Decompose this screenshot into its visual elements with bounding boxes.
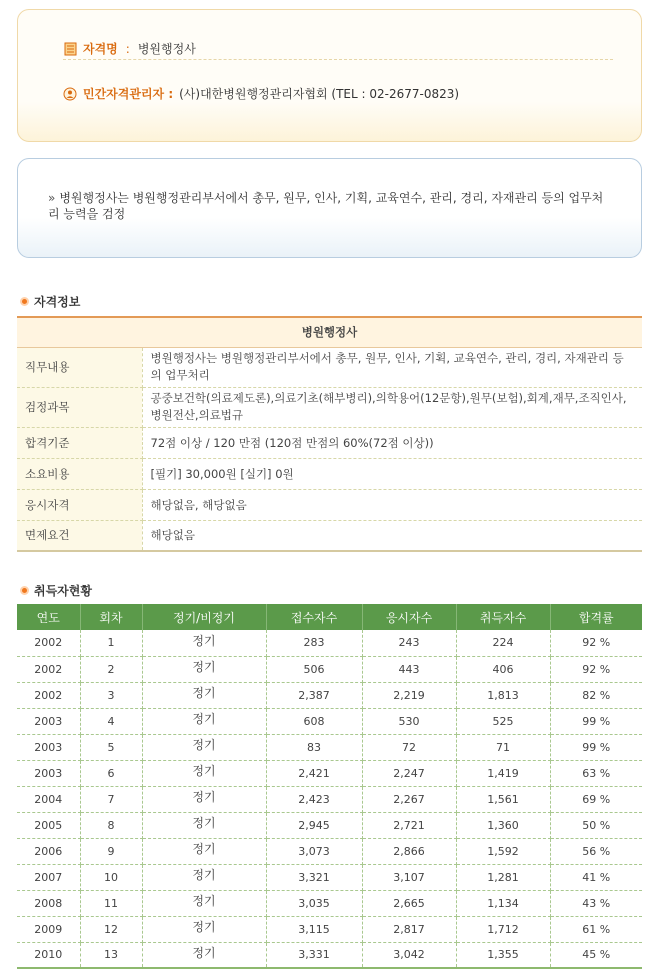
stats-cell: 2003 [17,760,80,786]
acquisition-stats-heading [20,582,92,599]
stats-cell: 443 [362,656,456,682]
column-header: 합격률 [550,604,642,630]
bullet-dot-icon [20,586,29,595]
description-text-block [48,190,613,222]
row-value: [필기] 30,000원 [실기] 0원 [142,458,642,489]
stats-cell: 2006 [17,838,80,864]
stats-cell: 3,331 [266,942,362,968]
table-row [17,682,642,708]
stats-cell: 56 % [550,838,642,864]
stats-cell: 525 [456,708,550,734]
administrator-value: (사)대한병원행정관리자협회 (TEL : 02-2677-0823) [179,87,460,101]
row-key: 합격기준 [17,427,142,458]
qualification-name-value: 병원행정사 [137,42,196,56]
administrator-row [63,85,459,102]
stats-cell: 7 [80,786,142,812]
colon-separator: : [125,41,130,56]
stats-cell: 3,115 [266,916,362,942]
row-value: 해당없음, 해당없음 [142,489,642,520]
stats-cell: 69 % [550,786,642,812]
stats-cell: 224 [456,630,550,656]
stats-cell: 2,866 [362,838,456,864]
row-value: 72점 이상 / 120 만점 (120점 만점의 60%(72점 이상)) [142,427,642,458]
column-header: 정기/비정기 [142,604,266,630]
stats-cell: 99 % [550,708,642,734]
table-row [17,812,642,838]
qualification-info-table [17,316,642,552]
stats-cell: 1,712 [456,916,550,942]
stats-cell: 243 [362,630,456,656]
stats-cell: 정기 [142,942,266,968]
stats-cell: 61 % [550,916,642,942]
stats-cell: 1,134 [456,890,550,916]
stats-cell: 506 [266,656,362,682]
qualification-name-row [63,38,613,60]
table-row [17,630,642,656]
table-header-row [17,317,642,347]
stats-cell: 2,721 [362,812,456,838]
column-header: 취득자수 [456,604,550,630]
table-row [17,489,642,520]
table-row [17,387,642,427]
stats-cell: 1,355 [456,942,550,968]
stats-cell: 정기 [142,656,266,682]
qualification-summary-box [17,9,642,142]
stats-cell: 3,321 [266,864,362,890]
stats-cell: 정기 [142,786,266,812]
stats-cell: 608 [266,708,362,734]
stats-cell: 1,592 [456,838,550,864]
stats-cell: 5 [80,734,142,760]
stats-cell: 71 [456,734,550,760]
table-row [17,890,642,916]
row-key: 응시자격 [17,489,142,520]
row-key: 검정과목 [17,387,142,427]
stats-cell: 정기 [142,630,266,656]
stats-cell: 83 [266,734,362,760]
stats-cell: 92 % [550,630,642,656]
description-box [17,158,642,258]
stats-cell: 2008 [17,890,80,916]
table-row [17,656,642,682]
table-row [17,708,642,734]
row-key: 면제요건 [17,520,142,551]
table-row [17,916,642,942]
stats-cell: 정기 [142,916,266,942]
stats-cell: 3,042 [362,942,456,968]
stats-cell: 정기 [142,734,266,760]
description-text: 병원행정사는 병원행정관리부서에서 총무, 원무, 인사, 기획, 교육연수, 관리, 경리, 자재관리 등의 업무처리 능력을 검정 [48,191,604,221]
stats-cell: 50 % [550,812,642,838]
row-value: 해당없음 [142,520,642,551]
document-icon [63,42,77,56]
stats-cell: 3,035 [266,890,362,916]
stats-cell: 정기 [142,864,266,890]
stats-cell: 82 % [550,682,642,708]
stats-cell: 2,817 [362,916,456,942]
stats-cell: 2005 [17,812,80,838]
stats-cell: 정기 [142,682,266,708]
stats-cell: 1,813 [456,682,550,708]
stats-cell: 2002 [17,682,80,708]
table-row [17,864,642,890]
stats-cell: 92 % [550,656,642,682]
bullet-marker: » [48,191,56,205]
stats-cell: 6 [80,760,142,786]
stats-cell: 정기 [142,708,266,734]
table-title: 병원행정사 [17,317,642,347]
qualification-info-heading [20,293,80,310]
table-row [17,734,642,760]
stats-cell: 2,423 [266,786,362,812]
table-row [17,838,642,864]
stats-cell: 1,561 [456,786,550,812]
row-key: 직무내용 [17,347,142,387]
stats-cell: 11 [80,890,142,916]
stats-cell: 2,219 [362,682,456,708]
stats-cell: 41 % [550,864,642,890]
stats-cell: 정기 [142,838,266,864]
stats-cell: 2009 [17,916,80,942]
stats-cell: 정기 [142,760,266,786]
person-icon [63,87,77,101]
acquisition-stats-title: 취득자현황 [34,584,92,598]
table-row [17,520,642,551]
stats-cell: 43 % [550,890,642,916]
stats-cell: 2,247 [362,760,456,786]
table-row [17,427,642,458]
stats-cell: 2,421 [266,760,362,786]
stats-cell: 530 [362,708,456,734]
table-row [17,942,642,968]
stats-cell: 10 [80,864,142,890]
stats-cell: 9 [80,838,142,864]
stats-cell: 2004 [17,786,80,812]
stats-cell: 8 [80,812,142,838]
column-header: 접수자수 [266,604,362,630]
stats-header-row [17,604,642,630]
stats-cell: 2010 [17,942,80,968]
stats-cell: 2007 [17,864,80,890]
row-value: 병원행정사는 병원행정관리부서에서 총무, 원무, 인사, 기획, 교육연수, 관리, 경리, 자재관리 등의 업무처리 [142,347,642,387]
stats-cell: 정기 [142,812,266,838]
row-value: 공중보건학(의료제도론),의료기초(해부병리),의학용어(12문항),원무(보험),회계,재무,조직인사,병원전산,의료법규 [142,387,642,427]
table-row [17,786,642,812]
administrator-label: 민간자격관리자 : [83,87,174,101]
stats-cell: 45 % [550,942,642,968]
row-key: 소요비용 [17,458,142,489]
stats-cell: 1 [80,630,142,656]
stats-cell: 2002 [17,630,80,656]
stats-cell: 2002 [17,656,80,682]
stats-cell: 72 [362,734,456,760]
column-header: 응시자수 [362,604,456,630]
stats-cell: 3,073 [266,838,362,864]
table-row [17,347,642,387]
stats-cell: 99 % [550,734,642,760]
column-header: 연도 [17,604,80,630]
stats-cell: 1,360 [456,812,550,838]
stats-cell: 12 [80,916,142,942]
stats-cell: 13 [80,942,142,968]
qualification-info-title: 자격정보 [34,295,81,309]
column-header: 회차 [80,604,142,630]
table-row [17,760,642,786]
acquisition-stats-table [17,604,642,969]
stats-cell: 3,107 [362,864,456,890]
stats-cell: 정기 [142,890,266,916]
stats-cell: 3 [80,682,142,708]
stats-cell: 2,267 [362,786,456,812]
table-row [17,458,642,489]
stats-cell: 2003 [17,708,80,734]
stats-cell: 1,419 [456,760,550,786]
qualification-name-label: 자격명 [83,42,118,56]
bullet-dot-icon [20,297,29,306]
stats-cell: 2 [80,656,142,682]
stats-cell: 2,945 [266,812,362,838]
stats-cell: 283 [266,630,362,656]
stats-cell: 1,281 [456,864,550,890]
stats-body [17,630,642,968]
stats-cell: 406 [456,656,550,682]
stats-cell: 2,665 [362,890,456,916]
stats-cell: 2003 [17,734,80,760]
stats-cell: 63 % [550,760,642,786]
stats-cell: 4 [80,708,142,734]
stats-cell: 2,387 [266,682,362,708]
